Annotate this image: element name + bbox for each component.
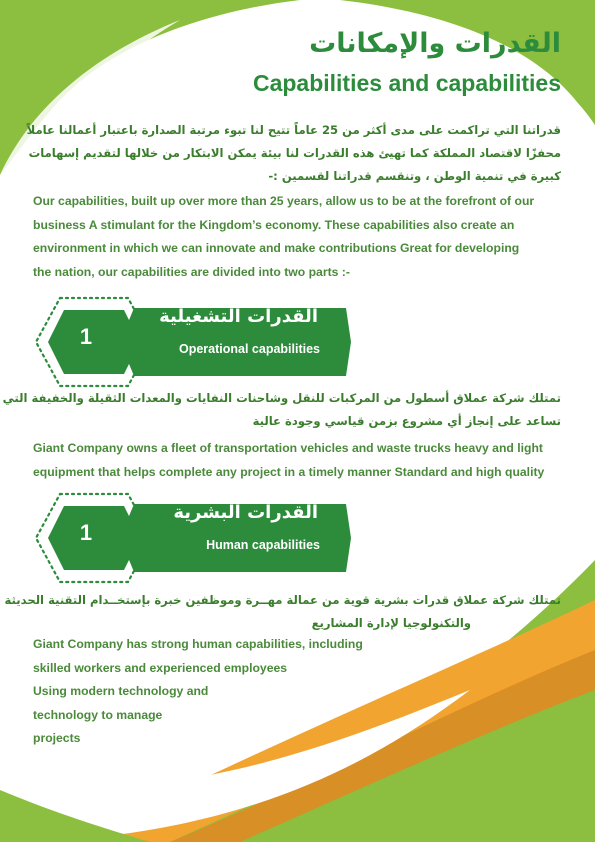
intro-arabic-line: محفزًا لاقتصاد المملكة كما تهيئ هذه القدرات لنا بيئة يمكن الابتكار من خلالها لتقديم إسهامات bbox=[28, 146, 561, 160]
human-arabic-line: والتكنولوجيا لإدارة المشاريع bbox=[311, 616, 471, 630]
intro-arabic-line: كبيرة في تنمية الوطن ، وتنقسم قدراتنا لقسمين :- bbox=[268, 169, 561, 183]
intro-english-line: Our capabilities, built up over more than 25 years, allow us to be at the forefront of our bbox=[33, 194, 535, 208]
section-title-english: Human capabilities bbox=[206, 538, 320, 552]
section-number: 1 bbox=[79, 324, 93, 349]
section-title-arabic: القدرات البشرية bbox=[173, 502, 318, 523]
intro-english-line: the nation, our capabilities are divided into two parts :- bbox=[33, 264, 350, 279]
human-arabic-line: تمتلك شركة عملاق قدرات بشرية قوية من عمالة مهــرة وموظفين خبرة بإستخــدام التقنية الحديثة bbox=[4, 593, 561, 607]
section-badge-human bbox=[0, 492, 360, 584]
human-english-line: skilled workers and experienced employees bbox=[33, 660, 288, 675]
intro-arabic-paragraph bbox=[26, 119, 561, 188]
human-english-line: Using modern technology and bbox=[33, 684, 209, 699]
page-title-arabic: القدرات والإمكانات bbox=[309, 28, 561, 59]
operational-english-line: Giant Company owns a fleet of transportation vehicles and waste trucks heavy and light bbox=[33, 441, 543, 455]
intro-english-paragraph bbox=[33, 190, 563, 284]
human-english-line: Giant Company has strong human capabilities, including bbox=[33, 637, 363, 651]
operational-arabic-line: تمتلك شركة عملاق أسطول من المركبات للنقل وشاحنات النفايات والمعدات الثقيلة والخفيفة التي bbox=[2, 391, 561, 405]
section-title-arabic: القدرات التشغيلية bbox=[159, 306, 318, 327]
human-english-line: projects bbox=[33, 731, 81, 746]
human-english-paragraph bbox=[33, 633, 563, 751]
operational-arabic-paragraph bbox=[2, 387, 561, 433]
section-number: 1 bbox=[79, 520, 93, 545]
section-badge-operational bbox=[0, 296, 360, 388]
page-title-english: Capabilities and capabilities bbox=[252, 70, 561, 96]
human-arabic-paragraph bbox=[4, 589, 561, 635]
section-title-english: Operational capabilities bbox=[178, 342, 320, 356]
operational-english-paragraph bbox=[33, 437, 563, 484]
operational-english-line: equipment that helps complete any project in a timely manner Standard and high quality bbox=[33, 464, 545, 479]
intro-english-line: business A stimulant for the Kingdom’s economy. These capabilities also create an bbox=[33, 217, 515, 232]
top-right-green-arc bbox=[340, 0, 595, 130]
intro-arabic-line: قدراتنا التي تراكمت على مدى أكثر من 25 عاماً تتيح لنا تبوء مرتبة الصدارة باعتبار أعمالنا عاملاً bbox=[26, 123, 561, 137]
intro-english-line: environment in which we can innovate and make contributions Great for developing bbox=[33, 241, 520, 255]
human-english-line: technology to manage bbox=[33, 707, 163, 722]
operational-arabic-line: تساعد على إنجاز أي مشروع بزمن قياسي وجودة عالية bbox=[252, 414, 561, 428]
